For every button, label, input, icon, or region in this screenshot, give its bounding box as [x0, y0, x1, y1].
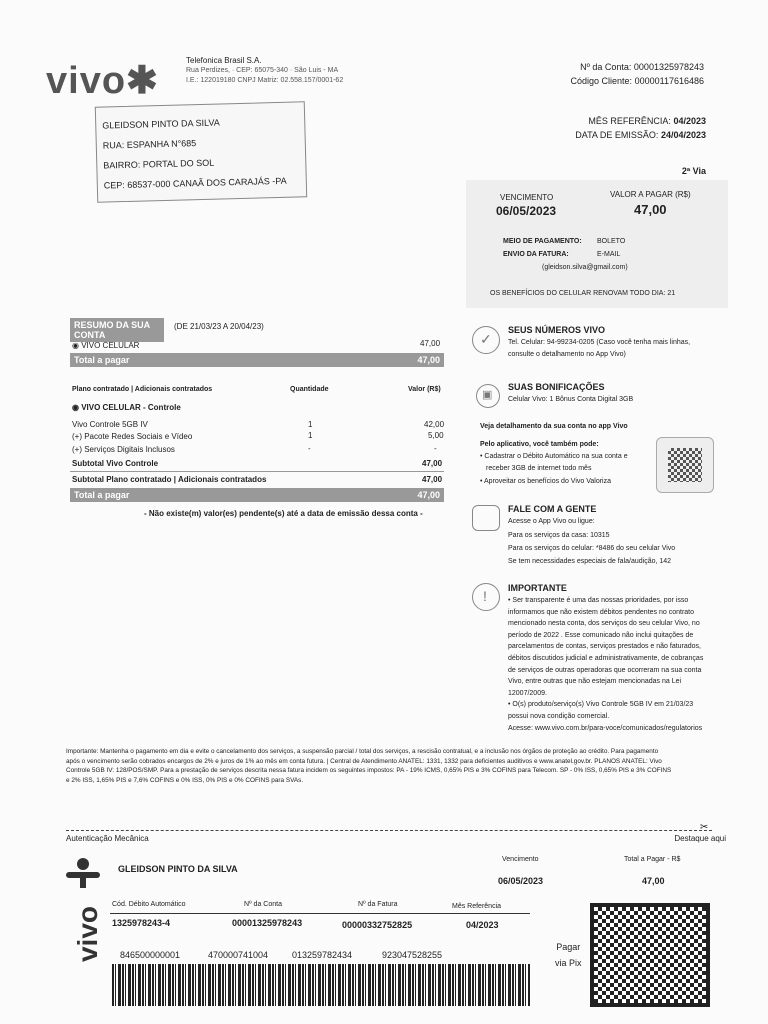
item-qty: -	[308, 444, 311, 453]
customer-email: (gleidson.silva@gmail.com)	[542, 264, 628, 271]
app-line-1: • Cadastrar o Débito Automático na sua conta e	[480, 453, 628, 460]
important-text: • Ser transparente é uma das nossas prioridades, por isso informamos que não existem débitos pendentes no contrato mencionado nesta conta, dos serviços do seu celular Vivo, no período de 2022 . Esse comunicado não inclui quitações de parcelamentos de contas, serviços prestados e não faturados, débitos discutidos judicial e administrativamente, de cobranças de serviços de outras operadoras que ocorreram na sua conta Vivo, entre outras que não estejam mencionadas na Lei 12007/2009. • O(s) produto/serviço(s) Vivo Controle 5GB IV em 21/03/23 possui nova condição comercial. Acesse: www.vivo.com.br/para-voce/comunicados/regulatorios	[508, 597, 704, 732]
detach-here: Destaque aqui	[674, 834, 726, 843]
vivo-celular-row: ◉ VIVO CELULAR	[72, 341, 140, 350]
bonus-text: Celular Vivo: 1 Bônus Conta Digital 3GB	[508, 396, 634, 403]
contact-line-2: Para os serviços da casa: 10315	[508, 532, 610, 539]
stub-invoice-number: 00000332752825	[342, 920, 413, 930]
legal-note: Importante: Mantenha o pagamento em dia e evite o cancelamento dos serviços, a suspensão parcial / total dos serviços, a rescisão contratual, e a inclusão nos órgãos de proteção ao crédito. Para pagamento após o vencimento serão cobrados encargos de 2% e juros de 1% ao mês em conta futura. | Central de Atendimento ANATEL: 1331, 1332 para deficientes auditivos e www.anatel.gov.br. PLANOS ANATEL: Vivo Controle 5GB IV: 128/POS/SMP. Para a prestação de serviços descrita nessa fatura incidem os seguintes impostos: PA - 19% ICMS, 0,65% PIS e 3% COFINS para Telecom. SP - 0% ISS, 0,65% PIS e 3% COFINS e 2% ISS, 1,65% PIS e 7,6% COFINS e 0% ISS, 0% PIS e 0% COFINS para SVAs.	[66, 748, 672, 784]
customer-name: GLEIDSON PINTO DA SILVA	[102, 117, 220, 131]
col-value: Valor (R$)	[408, 386, 441, 393]
vivo-celular-value: 47,00	[420, 339, 441, 348]
contact-line-1: Acesse o App Vivo ou ligue:	[508, 518, 595, 525]
item-qty: 1	[308, 420, 313, 429]
numbers-line-2: consulte o detalhamento no App Vivo)	[508, 351, 626, 358]
item-name: Vivo Controle 5GB IV	[72, 420, 148, 429]
due-date-label: VENCIMENTO	[500, 193, 554, 202]
gift-icon: ▣	[476, 384, 500, 408]
item-value: -	[434, 444, 437, 453]
barcode-number-4: 923047528255	[382, 950, 443, 960]
contact-title: FALE COM A GENTE	[508, 504, 597, 514]
barcode-number-2: 470000741004	[208, 950, 269, 960]
app-title: Veja detalhamento da sua conta no app Vivo	[480, 423, 628, 430]
numbers-line-1: Tel. Celular: 94-99234-0205 (Caso você tenha mais linhas,	[508, 339, 691, 346]
payment-barcode	[112, 964, 530, 1006]
contact-line-4: Se tem necessidades especiais de fala/audição, 142	[508, 558, 672, 565]
amount-label: VALOR A PAGAR (R$)	[610, 190, 691, 199]
account-number: 00001325978243	[633, 62, 704, 72]
subtotal-label: Subtotal Vivo Controle	[72, 459, 159, 468]
stub-due-label: Vencimento	[502, 856, 539, 863]
stub-due-date: 06/05/2023	[498, 876, 544, 886]
customer-address-box	[95, 101, 307, 202]
payment-method: BOLETO	[597, 238, 626, 245]
item-qty: 1	[308, 431, 313, 440]
col-plan: Plano contratado | Adicionais contratados	[72, 386, 213, 393]
item-name: (+) Serviços Digitais Inclusos	[72, 445, 175, 454]
app-subtitle: Pelo aplicativo, você também pode:	[480, 441, 599, 448]
stub-header-3: Nº da Fatura	[358, 901, 398, 908]
pix-qr-code	[590, 903, 710, 1007]
account-info: Nº da Conta: 00001325978243 Código Cliente: 00000117616486	[570, 62, 704, 86]
vivo-logo: vivo✱	[46, 60, 159, 102]
vivo-vertical-text: vivo	[72, 906, 103, 963]
cut-line	[66, 830, 712, 831]
reference-month: 04/2023	[673, 116, 706, 126]
barcode-number-3: 013259782434	[292, 950, 353, 960]
plan-section: ◉ VIVO CELULAR - Controle	[72, 403, 181, 412]
vivo-vertical-logo	[58, 850, 108, 980]
contact-line-3: Para os serviços do celular: *8486 do seu celular Vivo	[508, 545, 676, 552]
stub-reference-month: 04/2023	[466, 920, 499, 930]
customer-cep: CEP: 68537-000 CANAÃ DOS CARAJÁS -PA	[103, 175, 287, 191]
client-code: 00000117616486	[634, 76, 704, 86]
stub-total: 47,00	[642, 876, 665, 886]
vivo-star-icon: ✱	[126, 60, 159, 102]
company-address: Rua Perdizes, · CEP: 65075-340 · São Luis - MA	[186, 67, 339, 74]
company-ids: I.E.: 122019180 CNPJ Matriz: 02.558.157/0001-62	[186, 77, 344, 84]
phone-icon: ◉	[72, 403, 79, 412]
bonus-title: SUAS BONIFICAÇÕES	[508, 382, 605, 392]
total-band-2: Total a pagar 47,00	[70, 488, 444, 502]
benefits-renewal: OS BENEFÍCIOS DO CELULAR RENOVAM TODO DIA: 21	[490, 290, 676, 297]
check-icon: ✓	[472, 326, 500, 354]
reference-info: MÊS REFERÊNCIA: 04/2023 DATA DE EMISSÃO: 24/04/2023	[575, 116, 706, 140]
phone-icon: ◉	[72, 341, 79, 350]
amount-due: 47,00	[634, 202, 667, 217]
subtotal-plan-value: 47,00	[422, 475, 443, 484]
pending-note: - Não existe(m) valor(es) pendente(s) até a data de emissão dessa conta -	[144, 509, 423, 518]
total-band-1: Total a pagar 47,00	[70, 353, 444, 367]
company-name: Telefonica Brasil S.A.	[186, 56, 262, 65]
customer-bairro: BAIRRO: PORTAL DO SOL	[103, 157, 215, 171]
info-icon: !	[472, 583, 500, 611]
app-line-2: receber 3GB de internet todo mês	[486, 465, 592, 472]
col-qty: Quantidade	[290, 386, 329, 393]
delivery-method: E-MAIL	[597, 251, 621, 258]
barcode-number-1: 846500000001	[120, 950, 181, 960]
stub-customer-name: GLEIDSON PINTO DA SILVA	[118, 864, 238, 874]
app-line-3: • Aproveitar os benefícios do Vivo Valoriza	[480, 478, 611, 485]
divider	[70, 471, 444, 472]
item-name: (+) Pacote Redes Sociais e Vídeo	[72, 432, 193, 441]
scissors-icon: ✂	[700, 822, 709, 833]
delivery-label: ENVIO DA FATURA:	[503, 251, 569, 258]
subtotal-plan-label: Subtotal Plano contratado | Adicionais contratados	[72, 475, 267, 484]
payment-method-label: MEIO DE PAGAMENTO:	[503, 238, 582, 245]
stub-header-2: Nº da Conta	[244, 901, 282, 908]
numbers-title: SEUS NÚMEROS VIVO	[508, 325, 606, 335]
app-qr-icon	[656, 437, 714, 493]
stub-total-label: Total a Pagar - R$	[624, 856, 681, 863]
pix-label: Pagar via Pix	[555, 942, 582, 968]
item-value: 42,00	[424, 420, 445, 429]
stub-divider	[110, 913, 530, 914]
important-title: IMPORTANTE	[508, 583, 567, 593]
stub-auto-debit-code: 1325978243-4	[112, 918, 171, 928]
stub-account-number: 00001325978243	[232, 918, 303, 928]
stub-header-4: Mês Referência	[452, 903, 502, 910]
billing-period: (DE 21/03/23 A 20/04/23)	[174, 322, 264, 331]
issue-date: 24/04/2023	[660, 130, 706, 140]
customer-street: RUA: ESPANHA N°685	[102, 138, 197, 151]
summary-header: RESUMO DA SUA CONTA	[70, 318, 164, 342]
mechanical-auth: Autenticação Mecânica	[66, 834, 149, 843]
subtotal-value: 47,00	[422, 459, 443, 468]
second-copy-label: 2ª Via	[681, 166, 706, 176]
item-value: 5,00	[428, 431, 444, 440]
due-date: 06/05/2023	[496, 204, 557, 218]
stub-header-1: Cód. Débito Automático	[112, 901, 186, 908]
chat-icon	[472, 505, 500, 531]
